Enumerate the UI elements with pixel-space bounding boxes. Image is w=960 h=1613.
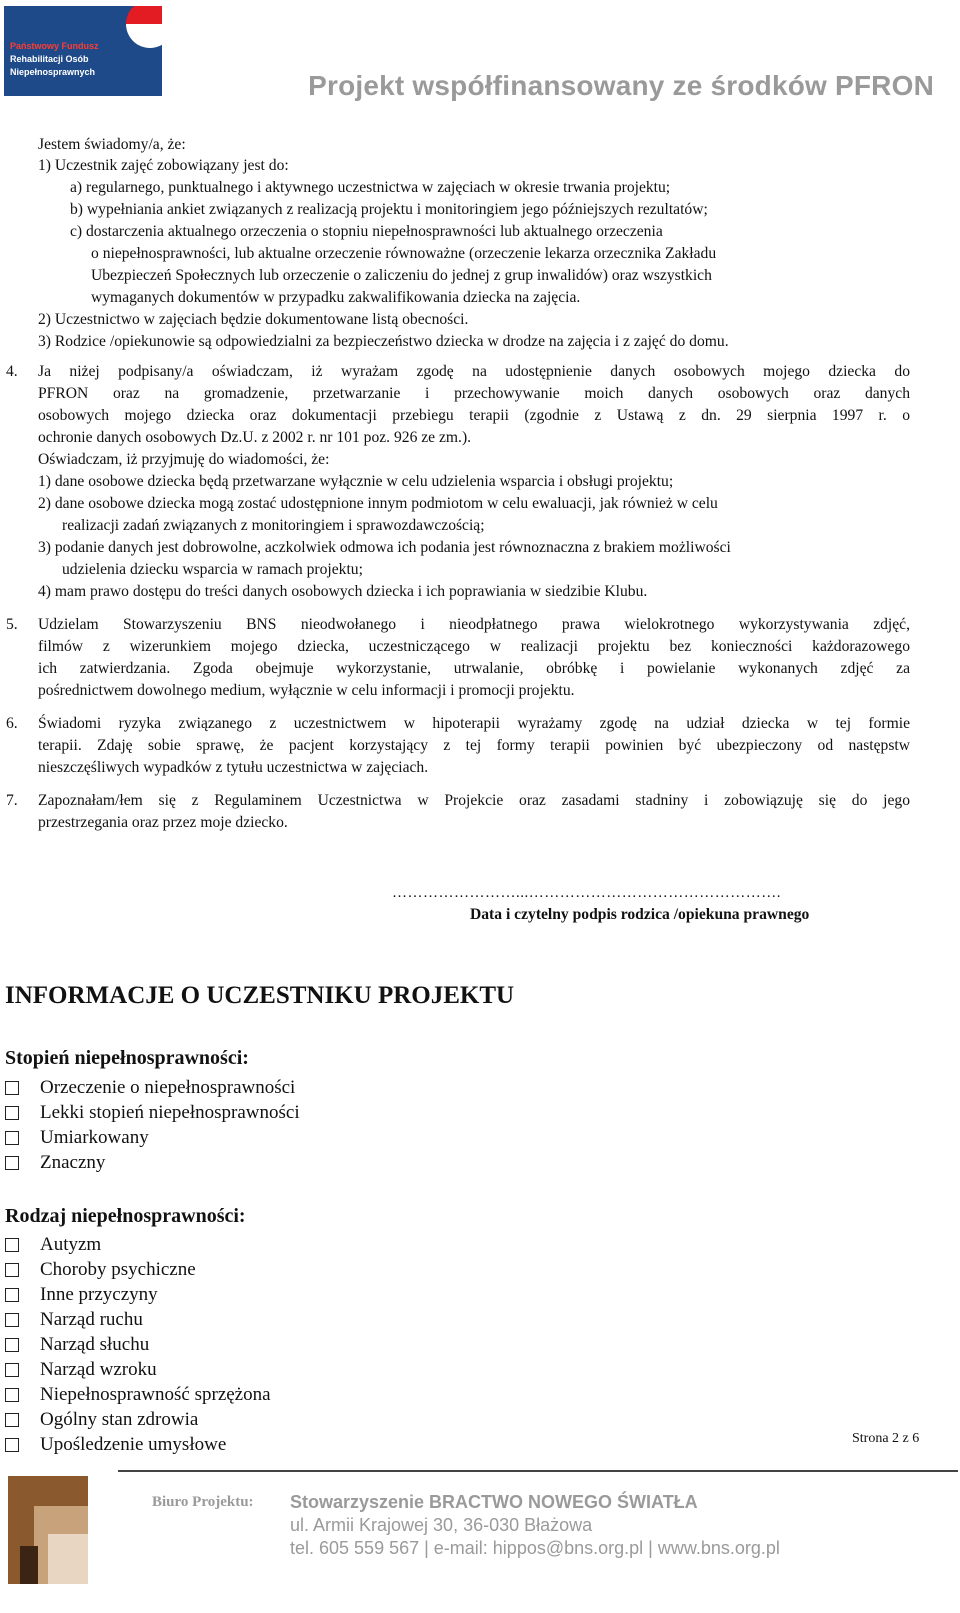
item-4-line5: Oświadczam, iż przyjmuję do wiadomości, że: <box>38 451 330 468</box>
checkbox-icon[interactable] <box>5 1156 19 1170</box>
bns-logo <box>6 1476 94 1606</box>
type-option[interactable]: Inne przyczyny <box>5 1282 158 1307</box>
item-4-sub3-line2: udzielenia dziecku wsparcia w ramach projektu; <box>62 561 363 578</box>
type-option[interactable]: Upośledzenie umysłowe <box>5 1432 226 1457</box>
item-7-line1: Zapoznałam/łem się z Regulaminem Uczestnictwa w Projekcie oraz zasadami stadniny i zobowiązuję się do jego <box>38 792 910 809</box>
type-option[interactable]: Narząd wzroku <box>5 1357 157 1382</box>
awareness-point-1a: a) regularnego, punktualnego i aktywnego uczestnictwa w zajęciach w okresie trwania projektu; <box>70 179 671 196</box>
item-5-line4: pośrednictwem dowolnego medium, wyłącznie w celu informacji i promocji projektu. <box>38 682 575 699</box>
degree-option[interactable]: Znaczny <box>5 1150 105 1175</box>
awareness-point-1: 1) Uczestnik zajęć zobowiązany jest do: <box>38 157 289 174</box>
item-5-line3: ich zatwierdzania. Zgoda obejmuje wykorzystanie, utrwalanie, obróbkę i powielanie wykonanych zdjęć za <box>38 660 910 677</box>
signature-line: ……………………...…………………………………………. <box>392 885 781 901</box>
awareness-point-1b: b) wypełniania ankiet związanych z realizacją projektu i monitoringiem jego późniejszych rezultatów; <box>70 201 708 218</box>
type-option[interactable]: Choroby psychiczne <box>5 1257 196 1282</box>
awareness-point-1c-line1: c) dostarczenia aktualnego orzeczenia o stopniu niepełnosprawności lub aktualnego orzeczenia <box>70 223 663 240</box>
item-6-line2: terapii. Zdaję sobie sprawę, że pacjent korzystający z tej formy terapii powinien być ubezpieczony od następstw <box>38 737 910 754</box>
degree-option[interactable]: Orzeczenie o niepełnosprawności <box>5 1075 295 1100</box>
awareness-point-1c-line4: wymaganych dokumentów w przypadku zakwalifikowania dziecka na zajęcia. <box>91 289 581 306</box>
footer-contact: tel. 605 559 567 | e-mail: hippos@bns.org.pl | www.bns.org.pl <box>290 1538 780 1558</box>
degree-option[interactable]: Umiarkowany <box>5 1125 149 1150</box>
degree-title: Stopień niepełnosprawności: <box>5 1047 249 1069</box>
item-6-line1: Świadomi ryzyka związanego z uczestnictwem w hipoterapii wyrażamy zgodę na udział dziecka w tej formie <box>38 715 910 732</box>
item-5-line2: filmów z wizerunkiem mojego dziecka, uczestniczącego w realizacji projektu bez konieczności każdorazowego <box>38 638 910 655</box>
footer-address: ul. Armii Krajowej 30, 36-030 Błażowa <box>290 1515 593 1535</box>
awareness-intro: Jestem świadomy/a, że: <box>38 136 186 153</box>
checkbox-icon[interactable] <box>5 1288 19 1302</box>
checkbox-icon[interactable] <box>5 1388 19 1402</box>
item-4-sub1: 1) dane osobowe dziecka będą przetwarzane wyłącznie w celu udzielenia wsparcia i obsługi projektu; <box>38 473 674 490</box>
item-7-line2: przestrzegania oraz przez moje dziecko. <box>38 814 288 831</box>
pfron-logo-emblem <box>126 6 162 48</box>
type-option[interactable]: Ogólny stan zdrowia <box>5 1407 198 1432</box>
item-4-sub4: 4) mam prawo dostępu do treści danych osobowych dziecka i ich poprawiania w siedzibie Klubu. <box>38 583 648 600</box>
item-4-sub2-line2: realizacji zadań związanych z monitoringiem i sprawozdawczością; <box>62 517 485 534</box>
checkbox-icon[interactable] <box>5 1338 19 1352</box>
item-6-number: 6. <box>6 715 18 732</box>
item-5-number: 5. <box>6 616 18 633</box>
awareness-point-2: 2) Uczestnictwo w zajęciach będzie dokumentowane listą obecności. <box>38 311 469 328</box>
checkbox-icon[interactable] <box>5 1238 19 1252</box>
footer-office-label: Biuro Projektu: <box>152 1494 254 1510</box>
awareness-point-3: 3) Rodzice /opiekunowie są odpowiedzialni za bezpieczeństwo dziecka w drodze na zajęcia i z zajęć do domu. <box>38 333 729 350</box>
item-5-line1: Udzielam Stowarzyszeniu BNS nieodwołanego i nieodpłatnego prawa wielokrotnego wykorzystywania zdjęć, <box>38 616 910 633</box>
item-4-line4: ochronie danych osobowych Dz.U. z 2002 r. nr 101 poz. 926 ze zm.). <box>38 429 472 446</box>
checkbox-icon[interactable] <box>5 1131 19 1145</box>
checkbox-icon[interactable] <box>5 1081 19 1095</box>
pfron-logo-text: Państwowy Fundusz Rehabilitacji Osób Niepełnosprawnych <box>10 41 99 77</box>
header-title: Projekt współfinansowany ze środków PFRON <box>308 70 934 101</box>
signature-label: Data i czytelny podpis rodzica /opiekuna prawnego <box>470 906 810 923</box>
type-option[interactable]: Niepełnosprawność sprzężona <box>5 1382 271 1407</box>
type-title: Rodzaj niepełnosprawności: <box>5 1205 246 1227</box>
checkbox-icon[interactable] <box>5 1263 19 1277</box>
checkbox-icon[interactable] <box>5 1363 19 1377</box>
type-option[interactable]: Narząd słuchu <box>5 1332 149 1357</box>
item-4-line2: PFRON oraz na gromadzenie, przetwarzanie i przechowywanie moich danych osobowych oraz danych <box>38 385 910 402</box>
pfron-logo <box>4 6 162 96</box>
page-number: Strona 2 z 6 <box>852 1431 920 1446</box>
checkbox-icon[interactable] <box>5 1438 19 1452</box>
item-4-number: 4. <box>6 363 18 380</box>
footer-divider <box>118 1470 958 1472</box>
item-4-line3: osobowych mojego dziecka oraz dokumentacji przebiegu terapii (zgodnie z Ustawą z dn. 29 sierpnia 1997 r. o <box>38 407 910 424</box>
checkbox-icon[interactable] <box>5 1313 19 1327</box>
item-4-sub2-line1: 2) dane osobowe dziecka mogą zostać udostępnione innym podmiotom w celu ewaluacji, jak również w celu <box>38 495 718 512</box>
item-4-line1: Ja niżej podpisany/a oświadczam, iż wyrażam zgodę na udostępnienie danych osobowych mojego dziecka do <box>38 363 910 380</box>
participant-info-title: INFORMACJE O UCZESTNIKU PROJEKTU <box>5 982 515 1009</box>
item-6-line3: nieszczęśliwych wypadków z tytułu uczestnictwa w zajęciach. <box>38 759 429 776</box>
degree-option[interactable]: Lekki stopień niepełnosprawności <box>5 1100 300 1125</box>
type-option[interactable]: Narząd ruchu <box>5 1307 143 1332</box>
footer-org-name: Stowarzyszenie BRACTWO NOWEGO ŚWIATŁA <box>290 1492 698 1512</box>
awareness-point-1c-line3: Ubezpieczeń Społecznych lub orzeczenie o zaliczeniu do jednej z grup inwalidów) oraz wszystkich <box>91 267 712 284</box>
checkbox-icon[interactable] <box>5 1413 19 1427</box>
item-7-number: 7. <box>6 792 18 809</box>
item-4-sub3-line1: 3) podanie danych jest dobrowolne, aczkolwiek odmowa ich podania jest równoznaczna z brakiem możliwości <box>38 539 731 556</box>
awareness-point-1c-line2: o niepełnosprawności, lub aktualne orzeczenie równoważne (orzeczenie lekarza orzecznika Zakładu <box>91 245 717 262</box>
checkbox-icon[interactable] <box>5 1106 19 1120</box>
type-option[interactable]: Autyzm <box>5 1232 101 1257</box>
